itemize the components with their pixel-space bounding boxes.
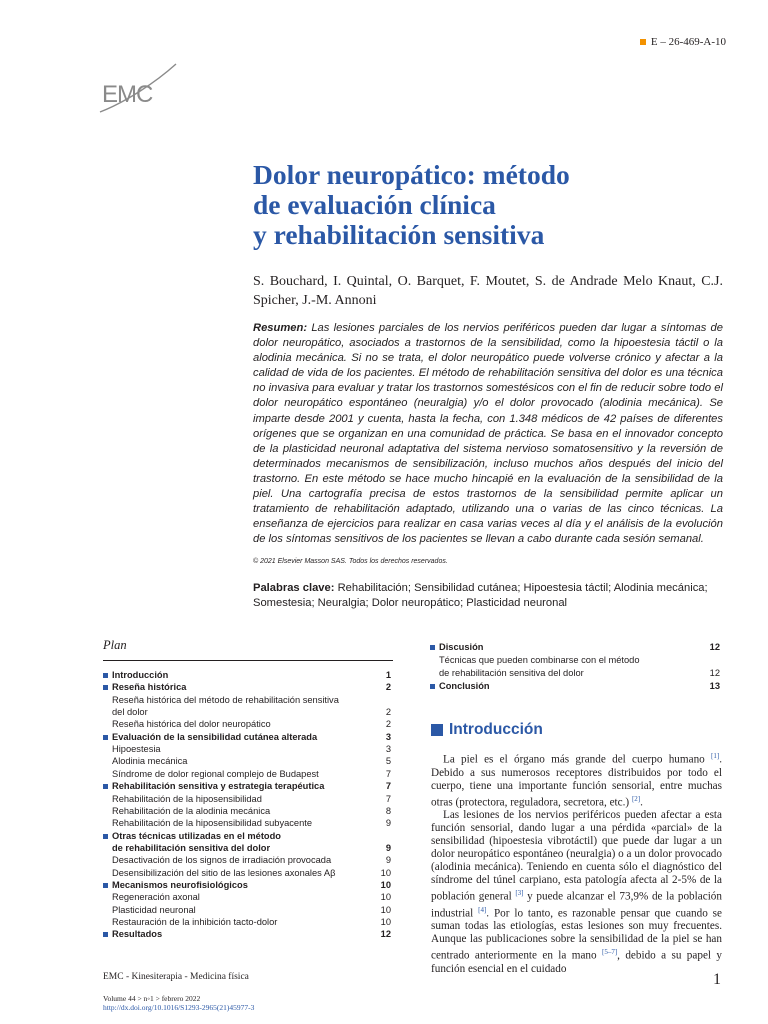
plan-item[interactable] bbox=[103, 854, 393, 866]
plan-item[interactable] bbox=[103, 916, 393, 928]
plan-item-label: Restauración de la inhibición tacto-dolor bbox=[112, 917, 278, 927]
plan-item-label: Rehabilitación de la hiposensibilidad subyacente bbox=[112, 818, 313, 829]
plan-item-page: 8 bbox=[385, 805, 391, 816]
orange-square-icon bbox=[640, 39, 646, 45]
plan-item[interactable] bbox=[103, 743, 393, 755]
plan-item[interactable] bbox=[103, 669, 393, 681]
plan-item-label: de rehabilitación sensitiva del dolor bbox=[439, 667, 584, 678]
plan-item-label: Reseña histórica del método de rehabilitación sensitiva bbox=[112, 694, 339, 705]
plan-item-label: Rehabilitación de la hiposensibilidad bbox=[112, 793, 262, 804]
plan-item[interactable] bbox=[103, 793, 393, 805]
plan-item-page: 9 bbox=[385, 855, 391, 866]
plan-item-label: Desactivación de los signos de irradiación provocada bbox=[112, 855, 332, 866]
plan-item-page: 12 bbox=[709, 642, 720, 652]
plan-item-label: Introducción bbox=[112, 670, 169, 680]
keywords bbox=[253, 581, 723, 612]
plan-item-page: 10 bbox=[380, 867, 391, 878]
plan-item-label: Regeneración axonal bbox=[112, 892, 200, 903]
plan-item-page: 13 bbox=[709, 680, 720, 691]
keywords-label: Palabras clave: bbox=[253, 582, 335, 594]
plan-item[interactable] bbox=[103, 681, 393, 693]
article-title bbox=[253, 160, 723, 250]
bullet-icon bbox=[430, 684, 435, 689]
plan-item-label: Plasticidad neuronal bbox=[112, 904, 196, 915]
plan-item-page: 2 bbox=[385, 682, 391, 693]
emc-logo bbox=[96, 62, 186, 122]
paragraph-1 bbox=[431, 750, 722, 809]
plan-item-page: 9 bbox=[385, 818, 391, 829]
blue-square-icon bbox=[431, 724, 443, 736]
plan-item[interactable] bbox=[430, 667, 722, 679]
bullet-icon bbox=[430, 645, 435, 650]
abstract-text: Las lesiones parciales de los nervios periféricos pueden dar lugar a síntomas de dolor neuropático, asociados a trastornos de la sensibilidad, como la hipoestesia táctil o la alodinia mecánica. Si no se trata, el dolor neuropático puede volverse crónico y afectar a la calidad de vida de los pacientes. El método de rehabilitación sensitiva del dolor es una técnica no invasiva para evaluar y tratar los trastornos somestésicos con el fin de reducir sobre todo el dolor neuropático espontáneo (neuralgia) y/o el dolor provocado (alodinia mecánica). Se imparte desde 2001 y cuenta, hasta la fecha, con 1.348 médicos de 42 países de diferentes orígenes que se organizan en una comunidad de práctica. Se basa en el innovador concepto de la plasticidad neuronal adaptativa del sistema nervioso somatosensitivo y la reversión de determinados mecanismos de sensibilización, incluso muchos años después del inicio del trastorno. En este método se hace mucho hincapié en la evaluación de la sensibilidad de la piel. Una cartografía precisa de estos trastornos de la sensibilidad permite aplicar un tratamiento de rehabilitación adaptado, utilizando una o varias de las cinco técnicas. La enseñanza de ejercicios para realizar en casa varias veces al día y el análisis de la evolución de los síntomas sensitivos de los pacientes se llevan a cabo durante cada sesión semanal. bbox=[253, 322, 723, 546]
plan-item[interactable] bbox=[430, 654, 722, 666]
section-heading-text: Introducción bbox=[449, 721, 543, 738]
reference-link[interactable]: [1] bbox=[711, 752, 720, 760]
bullet-icon bbox=[103, 685, 108, 690]
title-line-3: y rehabilitación sensitiva bbox=[253, 219, 545, 250]
plan-item-page: 12 bbox=[380, 929, 391, 940]
plan-item[interactable] bbox=[103, 755, 393, 767]
plan-item[interactable] bbox=[103, 842, 393, 854]
abstract-label: Resumen: bbox=[253, 322, 308, 334]
bullet-icon bbox=[103, 834, 108, 839]
plan-heading: Plan bbox=[103, 638, 127, 652]
plan-divider bbox=[103, 660, 393, 661]
bullet-icon bbox=[103, 673, 108, 678]
plan-item[interactable] bbox=[103, 928, 393, 940]
plan-item[interactable] bbox=[103, 879, 393, 891]
title-line-1: Dolor neuropático: método bbox=[253, 159, 570, 190]
keywords-text: Rehabilitación; Sensibilidad cutánea; Hipoestesia táctil; Alodinia mecánica; Somestesia; Neuralgia; Dolor neuropático; Plasticidad neuronal bbox=[253, 582, 708, 610]
section-heading-introduccion bbox=[431, 721, 543, 739]
plan-item-label: Reseña histórica del dolor neuropático bbox=[112, 719, 271, 730]
reference-link[interactable]: [5–7] bbox=[601, 948, 618, 957]
plan-item-label: Rehabilitación de la alodinia mecánica bbox=[112, 805, 271, 816]
plan-item-page: 10 bbox=[380, 904, 391, 915]
plan-item-page: 7 bbox=[385, 781, 391, 792]
plan-item-page: 10 bbox=[380, 917, 391, 927]
plan-item[interactable] bbox=[103, 706, 393, 718]
text-span: . bbox=[640, 796, 643, 809]
plan-item-label: Otras técnicas utilizadas en el método bbox=[112, 830, 281, 841]
plan-item-label: Evaluación de la sensibilidad cutánea alterada bbox=[112, 731, 318, 742]
abstract bbox=[253, 321, 723, 547]
document-reference-text: E – 26-469-A-10 bbox=[650, 36, 726, 48]
document-reference bbox=[640, 36, 726, 48]
plan-item[interactable] bbox=[103, 731, 393, 743]
text-span: . Por lo tanto, es razonable pensar que cuando se suman todas las etiologías, estas lesiones son muy frecuentes. Aunque las publicaciones sobre la sensibilidad de la piel se han centrado anteriormente en la mano bbox=[431, 907, 722, 963]
plan-item-page: 2 bbox=[385, 707, 391, 718]
plan-item-label: del dolor bbox=[112, 707, 148, 718]
plan-item-label: Reseña histórica bbox=[112, 682, 187, 693]
plan-item-page: 1 bbox=[385, 670, 391, 680]
plan-item-page: 7 bbox=[385, 793, 391, 804]
text-span: La piel es el órgano más grande del cuerpo humano bbox=[443, 753, 712, 766]
reference-link[interactable]: [3] bbox=[515, 889, 524, 897]
author-list: S. Bouchard, I. Quintal, O. Barquet, F. Moutet, S. de Andrade Melo Knaut, C.J. Spicher, J.-M. Annoni bbox=[253, 274, 723, 308]
plan-item[interactable] bbox=[430, 680, 722, 692]
plan-item[interactable] bbox=[103, 768, 393, 780]
plan-item-page: 3 bbox=[385, 744, 391, 755]
plan-item-page: 3 bbox=[385, 731, 391, 742]
plan-item-page: 5 bbox=[385, 756, 391, 767]
page-number: 1 bbox=[713, 971, 721, 988]
plan-item[interactable] bbox=[103, 867, 393, 879]
footer-journal-name: EMC - Kinesiterapia - Medicina física bbox=[103, 972, 249, 982]
plan-item[interactable] bbox=[103, 904, 393, 916]
plan-item-label: Síndrome de dolor regional complejo de Budapest bbox=[112, 768, 319, 779]
plan-item-label: de rehabilitación sensitiva del dolor bbox=[112, 842, 271, 853]
text-span: Las lesiones de los nervios periféricos pueden afectar a esta función sensorial, dando lugar a una pérdida «parcial» de la sensibilidad (hipoestesia vibrotáctil) que puede dar lugar a un dolor neuropático espontáneo (neuralgia) o a un dolor provocado (alodinia mecánica). Teniendo en cuenta sólo el diagnóstico del síndrome del túnel carpiano, esta patología afecta al 2-5% de la población general bbox=[431, 809, 722, 903]
plan-item[interactable] bbox=[103, 830, 393, 842]
plan-item-label: Conclusión bbox=[439, 680, 490, 691]
text-span: , debido a su papel y función esencial en el cuidado bbox=[431, 950, 722, 975]
plan-item[interactable] bbox=[103, 718, 393, 730]
plan-item-label: Técnicas que pueden combinarse con el método bbox=[439, 654, 640, 665]
plan-item-label: Desensibilización del sitio de las lesiones axonales Aβ bbox=[112, 867, 336, 878]
plan-item-label: Resultados bbox=[112, 929, 163, 940]
svg-text:EMC: EMC bbox=[102, 81, 153, 108]
plan-item-page: 10 bbox=[380, 892, 391, 903]
copyright-notice: © 2021 Elsevier Masson SAS. Todos los derechos reservados. bbox=[253, 558, 448, 565]
paragraph-2 bbox=[431, 809, 722, 976]
reference-link[interactable]: [4] bbox=[478, 905, 487, 914]
plan-item[interactable] bbox=[103, 805, 393, 817]
plan-item-page: 10 bbox=[380, 879, 391, 890]
body-text bbox=[431, 750, 722, 976]
reference-link[interactable]: [2] bbox=[631, 794, 641, 803]
bullet-icon bbox=[103, 932, 108, 937]
footer-volume: Volume 44 > n◦1 > febrero 2022 bbox=[103, 994, 201, 1003]
bullet-icon bbox=[103, 883, 108, 888]
plan-item-label: Discusión bbox=[439, 642, 484, 652]
plan-item-label: Hipoestesia bbox=[112, 744, 161, 755]
title-line-2: de evaluación clínica bbox=[253, 189, 496, 220]
text-span: y puede alcanzar el 73,9% de la población industrial bbox=[431, 890, 722, 920]
footer-doi-link[interactable]: http://dx.doi.org/10.1016/S1293-2965(21)45977-3 bbox=[103, 1003, 255, 1012]
plan-item-page: 9 bbox=[385, 842, 391, 853]
plan-item-label: Mecanismos neurofisiológicos bbox=[112, 879, 248, 890]
plan-item[interactable] bbox=[103, 780, 393, 792]
plan-item[interactable] bbox=[103, 891, 393, 903]
plan-item-page: 2 bbox=[385, 719, 391, 730]
plan-item[interactable] bbox=[103, 817, 393, 829]
plan-item[interactable] bbox=[430, 641, 722, 653]
plan-item-page: 12 bbox=[709, 667, 720, 678]
plan-item-label: Alodinia mecánica bbox=[112, 756, 188, 767]
plan-item[interactable] bbox=[103, 694, 393, 706]
bullet-icon bbox=[103, 735, 108, 740]
bullet-icon bbox=[103, 784, 108, 789]
text-span: . Debido a sus numerosos receptores distribuidos por todo el cuerpo, tiene una importante función sensorial, entre muchas otras (protectora, reguladora, secretora, etc.) bbox=[431, 753, 722, 809]
plan-item-page: 7 bbox=[385, 768, 391, 779]
plan-item-label: Rehabilitación sensitiva y estrategia terapéutica bbox=[112, 781, 325, 792]
